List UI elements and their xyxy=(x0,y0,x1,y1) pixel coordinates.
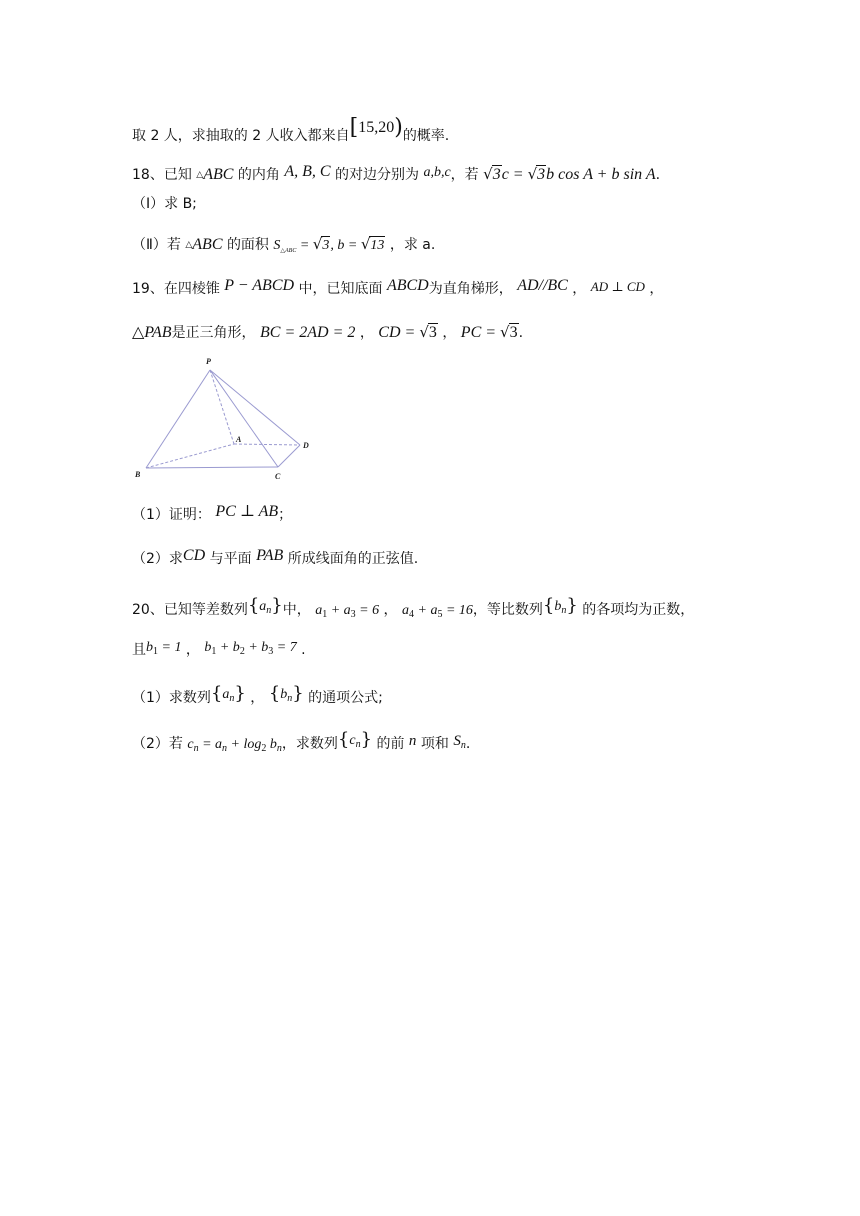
label-D: D xyxy=(303,441,309,450)
continuation-line xyxy=(132,115,450,146)
q19-part2: （2）求CD 与平面 PAB 所成线面角的正弦值. xyxy=(132,547,419,567)
continuation-suffix: 的概率. xyxy=(402,128,450,144)
q18-part2: （Ⅱ）若 △ABC 的面积 $S_{\triangle ABC} = √3$, b = √13 ，求 a. xyxy=(132,235,436,254)
label-A: A xyxy=(236,435,242,444)
q18-area-equation: $S_{\triangle ABC} = √3$, b = √13 xyxy=(273,235,385,254)
q20-line: 20、已知等差数列$\{a_n\}$中， $a_1 + a_3 = 6$ ， $a_4 + a_5 = 16$，等比数列$\{b_n\}$ 的各项均为正数， xyxy=(132,595,695,620)
label-P: P xyxy=(206,357,211,366)
continuation-prefix: 取 2 人，求抽取的 2 人收入都来自 xyxy=(132,128,350,144)
q20-part2: （2）若 $c_n = a_n + \log_2 b_n$，求数列$\{c_n\}$ 的前 n 项和 $S_n$. xyxy=(132,729,471,754)
q18-equation: √3c = √3b cos A + b sin A xyxy=(483,165,656,183)
q18-t1: 的内角 xyxy=(237,167,280,183)
q18-label: 18、已知 xyxy=(132,167,192,183)
q20-line2: 且$b_1 = 1$ ， $b_1 + b_2 + b_3 = 7$ . xyxy=(132,640,306,658)
q19-part1: （1）证明： PC ⊥ AB； xyxy=(132,503,293,523)
label-C: C xyxy=(275,472,281,481)
edge-AD xyxy=(234,444,300,445)
q18-line: 18、已知 △ABC 的内角 A, B, C 的对边分别为 a,b,c，若 √3c = √3b cos A + b sin A. xyxy=(132,163,661,183)
edge-CD xyxy=(278,445,300,467)
q20-part1: （1）求数列$\{a_n\}$ ， $\{b_n\}$ 的通项公式; xyxy=(132,683,383,706)
edge-PA xyxy=(210,370,234,444)
edge-BC xyxy=(146,467,278,468)
q19-line2: △PAB是正三角形， BC = 2AD = 2 ， CD = √3 ， PC = √3. xyxy=(132,323,524,341)
q18-part1: （Ⅰ）求 B; xyxy=(132,196,197,212)
interval-15-20: [15,20) xyxy=(349,115,403,140)
q19-line: 19、在四棱锥 P − ABCD 中，已知底面 ABCD为直角梯形， AD//BC ， AD ⊥ CD ， xyxy=(132,277,664,297)
pyramid-figure xyxy=(132,356,312,486)
label-B: B xyxy=(135,470,141,479)
q18-t2: 的对边分别为 xyxy=(335,167,419,183)
q18-t3: ，若 xyxy=(450,167,479,183)
